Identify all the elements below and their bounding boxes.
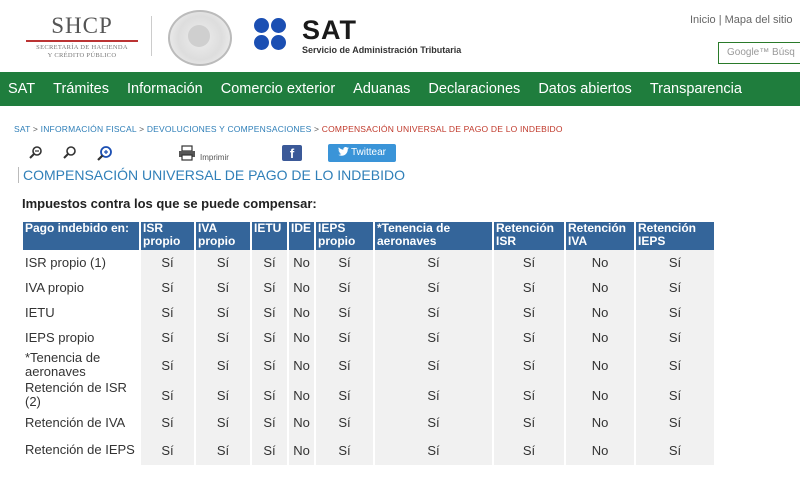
table-cell: Sí xyxy=(636,380,714,410)
table-cell: No xyxy=(566,350,634,380)
page-title: COMPENSACIÓN UNIVERSAL DE PAGO DE LO INDEBIDO xyxy=(18,167,405,183)
column-header: IVA propio xyxy=(196,222,250,250)
table-cell: Sí xyxy=(375,350,492,380)
breadcrumb-link-informacion-fiscal[interactable]: INFORMACIÓN FISCAL xyxy=(40,124,137,134)
sat-logo-dots-icon xyxy=(254,18,296,52)
column-header: Retención IVA xyxy=(566,222,634,250)
sat-logo-subtitle: Servicio de Administración Tributaria xyxy=(302,45,462,55)
row-label: IETU xyxy=(23,300,139,325)
table-cell: No xyxy=(566,275,634,300)
row-label: Retención de IVA xyxy=(23,410,139,435)
national-seal-icon xyxy=(168,10,232,66)
twitter-bird-icon xyxy=(338,147,349,156)
table-cell: Sí xyxy=(375,300,492,325)
table-cell: Sí xyxy=(141,410,194,435)
table-cell: Sí xyxy=(636,435,714,465)
table-cell: No xyxy=(566,325,634,350)
breadcrumb-current: COMPENSACIÓN UNIVERSAL DE PAGO DE LO INDEBIDO xyxy=(321,124,563,134)
table-cell: Sí xyxy=(636,410,714,435)
table-cell: Sí xyxy=(375,325,492,350)
column-header: IETU xyxy=(252,222,287,250)
row-label: *Tenencia de aeronaves xyxy=(23,350,139,380)
table-cell: No xyxy=(289,250,314,275)
table-cell: Sí xyxy=(375,250,492,275)
nav-item-datos-abiertos[interactable]: Datos abiertos xyxy=(538,81,632,97)
nav-item-informacion[interactable]: Información xyxy=(126,81,203,97)
main-nav xyxy=(0,72,800,106)
column-header: IEPS propio xyxy=(316,222,373,250)
shcp-logo-subtitle xyxy=(26,40,138,60)
table-cell: No xyxy=(289,410,314,435)
table-cell: Sí xyxy=(316,300,373,325)
table-cell: Sí xyxy=(494,275,564,300)
table-cell: No xyxy=(566,380,634,410)
table-cell: No xyxy=(566,410,634,435)
table-cell: Sí xyxy=(494,325,564,350)
table-cell: Sí xyxy=(494,435,564,465)
table-row xyxy=(23,275,714,300)
table-cell: Sí xyxy=(196,435,250,465)
table-cell: Sí xyxy=(494,350,564,380)
facebook-share-button[interactable]: f xyxy=(282,145,302,161)
table-cell: No xyxy=(566,435,634,465)
shcp-logo-subtitle-line-1: SECRETARÍA DE HACIENDA xyxy=(36,44,128,51)
row-label: IVA propio xyxy=(23,275,139,300)
table-cell: No xyxy=(289,300,314,325)
table-cell: Sí xyxy=(375,380,492,410)
table-cell: Sí xyxy=(196,410,250,435)
table-row xyxy=(23,300,714,325)
table-cell: Sí xyxy=(141,250,194,275)
table-cell: Sí xyxy=(141,325,194,350)
table-cell: Sí xyxy=(375,410,492,435)
table-cell: Sí xyxy=(196,325,250,350)
table-cell: Sí xyxy=(316,350,373,380)
shcp-logo[interactable] xyxy=(26,14,138,60)
table-cell: Sí xyxy=(252,325,287,350)
logo-divider xyxy=(151,16,152,56)
table-cell: Sí xyxy=(252,350,287,380)
row-label: Retención de ISR (2) xyxy=(23,380,139,410)
shcp-logo-subtitle-line-2: Y CRÉDITO PÚBLICO xyxy=(47,52,117,59)
table-cell: No xyxy=(289,325,314,350)
column-header: Pago indebido en: xyxy=(23,222,139,250)
table-cell: Sí xyxy=(494,410,564,435)
table-cell: Sí xyxy=(316,435,373,465)
page-tools xyxy=(0,143,800,165)
table-cell: Sí xyxy=(636,300,714,325)
zoom-out-icon[interactable] xyxy=(28,145,44,161)
table-cell: Sí xyxy=(196,275,250,300)
nav-item-transparencia[interactable]: Transparencia xyxy=(649,81,742,97)
site-header xyxy=(0,0,800,72)
table-cell: Sí xyxy=(636,325,714,350)
table-cell: Sí xyxy=(316,250,373,275)
nav-item-tramites[interactable]: Trámites xyxy=(53,81,109,97)
table-row xyxy=(23,325,714,350)
top-links[interactable]: Inicio | Mapa del sitio xyxy=(690,14,793,26)
table-cell: Sí xyxy=(375,275,492,300)
row-label: Retención de IEPS xyxy=(23,435,139,465)
table-row xyxy=(23,410,714,435)
table-cell: Sí xyxy=(141,350,194,380)
table-cell: Sí xyxy=(252,410,287,435)
table-cell: No xyxy=(289,435,314,465)
table-cell: Sí xyxy=(141,435,194,465)
column-header: Retención IEPS xyxy=(636,222,714,250)
breadcrumb-separator: > xyxy=(32,124,39,134)
zoom-in-icon[interactable] xyxy=(96,145,114,163)
table-row xyxy=(23,350,714,380)
breadcrumb xyxy=(14,124,563,134)
table-cell: Sí xyxy=(494,250,564,275)
table-cell: No xyxy=(566,250,634,275)
table-cell: Sí xyxy=(252,275,287,300)
table-cell: No xyxy=(566,300,634,325)
row-label: IEPS propio xyxy=(23,325,139,350)
shcp-logo-title: SHCP xyxy=(51,13,113,38)
sat-logo-text[interactable]: SAT xyxy=(302,15,357,45)
print-link[interactable]: Imprimir xyxy=(200,153,229,162)
table-cell: Sí xyxy=(636,275,714,300)
printer-icon[interactable] xyxy=(178,145,196,161)
table-cell: Sí xyxy=(636,350,714,380)
table-cell: Sí xyxy=(316,380,373,410)
column-header: IDE xyxy=(289,222,314,250)
nav-item-aduanas[interactable]: Aduanas xyxy=(353,81,411,97)
table-cell: Sí xyxy=(316,275,373,300)
table-cell: Sí xyxy=(196,380,250,410)
table-row xyxy=(23,250,714,275)
breadcrumb-link-sat[interactable]: SAT xyxy=(14,124,31,134)
table-cell: No xyxy=(289,350,314,380)
table-cell: Sí xyxy=(316,325,373,350)
breadcrumb-link-devoluciones[interactable]: DEVOLUCIONES Y COMPENSACIONES xyxy=(146,124,312,134)
compensation-table xyxy=(21,222,716,465)
table-cell: Sí xyxy=(252,435,287,465)
table-cell: Sí xyxy=(494,300,564,325)
table-cell: Sí xyxy=(252,380,287,410)
row-label: ISR propio (1) xyxy=(23,250,139,275)
nav-item-comercio-exterior[interactable]: Comercio exterior xyxy=(220,81,336,97)
table-header-row xyxy=(23,222,714,250)
column-header: ISR propio xyxy=(141,222,194,250)
table-cell: Sí xyxy=(494,380,564,410)
table-cell: No xyxy=(289,380,314,410)
table-cell: Sí xyxy=(196,300,250,325)
zoom-reset-icon[interactable] xyxy=(62,145,78,161)
table-cell: Sí xyxy=(196,350,250,380)
table-cell: No xyxy=(289,275,314,300)
table-cell: Sí xyxy=(141,275,194,300)
table-cell: Sí xyxy=(141,300,194,325)
twitter-share-label: Twittear xyxy=(350,147,386,158)
column-header: Retención ISR xyxy=(494,222,564,250)
table-row xyxy=(23,380,714,410)
table-cell: Sí xyxy=(636,250,714,275)
twitter-share-button[interactable] xyxy=(328,144,396,162)
table-cell: Sí xyxy=(141,380,194,410)
search-input[interactable]: Google™ Búsq xyxy=(718,42,800,64)
breadcrumb-separator: > xyxy=(139,124,145,134)
table-cell: Sí xyxy=(252,250,287,275)
breadcrumb-separator: > xyxy=(314,124,320,134)
table-cell: Sí xyxy=(375,435,492,465)
nav-item-sat[interactable]: SAT xyxy=(8,81,36,97)
table-row xyxy=(23,435,714,465)
nav-item-declaraciones[interactable]: Declaraciones xyxy=(428,81,521,97)
table-subheading: Impuestos contra los que se puede compensar: xyxy=(22,196,317,211)
table-cell: Sí xyxy=(252,300,287,325)
table-cell: Sí xyxy=(316,410,373,435)
column-header: *Tenencia de aeronaves xyxy=(375,222,492,250)
table-cell: Sí xyxy=(196,250,250,275)
